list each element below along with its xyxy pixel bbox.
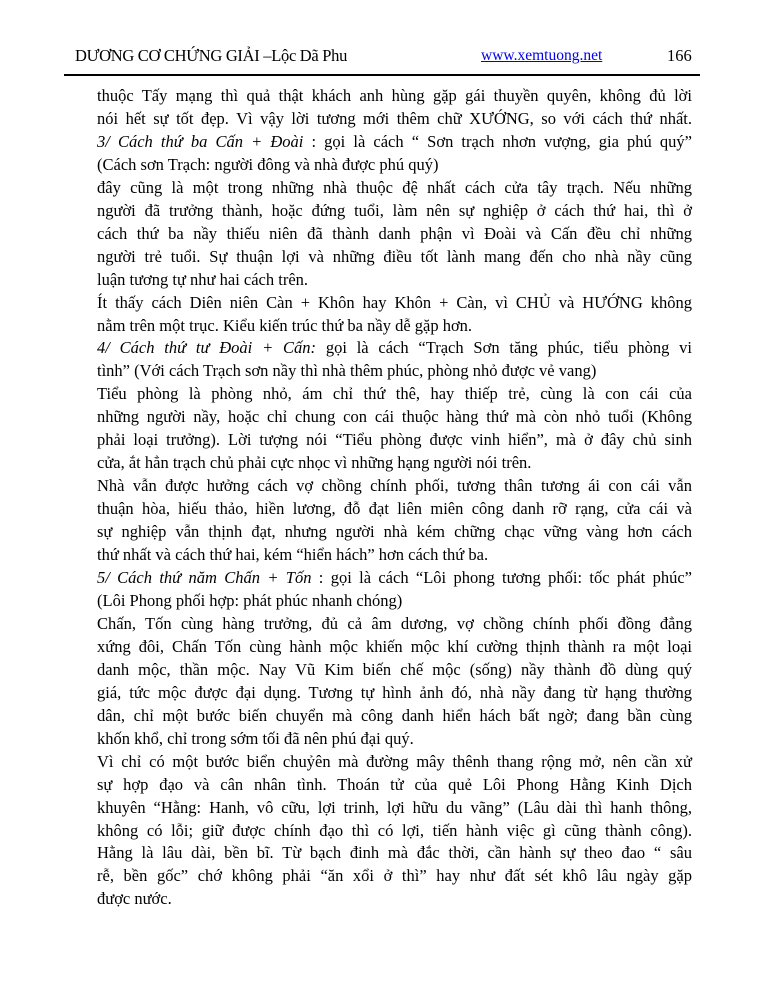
text-line [97,154,692,177]
text-segment: gọi là cách “Trạch Sơn tăng phúc, tiểu phòng vi [316,338,693,358]
text-line [97,888,692,911]
text-segment: người trẻ tuổi. Sự thuận lợi và những điều tốt lành mang đến cho nhà nầy cũng [97,246,692,266]
text-line [97,774,692,797]
text-line [97,498,692,521]
text-line [97,705,692,728]
text-segment: danh mộc, thần mộc. Nay Vũ Kim biến chế mộc (sống) nầy thành đồ dùng quý [97,659,692,679]
text-line [97,636,692,659]
text-line [97,613,692,636]
text-segment: phải loại trưởng). Lời tượng nói “Tiểu phòng được vinh hiển”, mà ở đây chủ sinh [97,430,692,450]
text-segment: thuộc Tấy mạng thì quả thật khách anh hùng gặp gái thuyền quyên, không đủ lời [97,86,692,105]
text-line [97,315,692,338]
header-divider [64,74,700,76]
text-line [97,590,692,613]
text-segment-italic: 3/ Cách thứ ba Cấn + Đoài [97,131,304,151]
text-line [97,200,692,223]
text-segment: khốn khổ, chỉ trong sớm tối đã nên phú đại quý. [97,728,414,748]
text-segment-italic: 4/ Cách thứ tư Đoài + Cấn: [97,338,317,358]
text-segment: sự hợp đạo và cân nhân tình. Thoán tử của quẻ Lôi Phong Hằng Kinh Dịch [97,774,692,794]
text-line [97,246,692,269]
text-line [97,728,692,751]
text-segment: được nước. [97,889,172,909]
text-segment-italic: 5/ Cách thứ năm Chấn + Tốn [97,568,312,588]
text-line [97,223,692,246]
text-segment: giá, tức mộc được đại dụng. Tương tự hình ảnh đó, nhà nầy đang từ hạng thường [97,682,692,702]
text-segment: luận tương tự như hai cách trên. [97,269,309,289]
text-segment: nói hết sự tốt đẹp. Vì vậy lời tương mới thêm chữ XƯỚNG, so với cách thứ nhất. [97,108,692,128]
text-segment: đây cũng là một trong những nhà thuộc đệ nhất cách cửa tây trạch. Nếu những [97,177,692,197]
text-segment: không có lỗi; giữ được chính đạo thì có lợi, tiến hành việc gì cũng thành công). [97,820,692,840]
text-segment: (Lôi Phong phối hợp: phát phúc nhanh chóng) [97,590,403,610]
text-line [97,865,692,888]
text-segment: Hằng là lâu dài, bền bĩ. Từ bạch đinh mà đắc thời, cần hành sự theo đao “ sâu [97,843,692,863]
text-line [97,131,692,154]
text-line [97,360,692,383]
text-segment: rễ, bền gốc” chớ không phải “ăn xổi ở thì” hay như đất sét khô lâu ngày gặp [97,866,692,886]
document-body [97,85,692,911]
text-line [97,544,692,567]
text-line [97,429,692,452]
text-segment: Vì chỉ có một bước biển chuỷên mà đường mây thênh thang rộng mở, nên cần xử [97,751,692,771]
text-segment: Nhà vẫn được hưởng cách vợ chồng chính phối, tương thân tương ái con cái vẫn [97,476,692,496]
text-line [97,475,692,498]
text-line [97,842,692,865]
text-line [97,797,692,820]
text-segment: Tiểu phòng là phòng nhỏ, ám chỉ thứ thê, hay thiếp trẻ, cùng là con cái của [97,384,692,404]
text-segment: những người nầy, hoặc chỉ chung con cái thuộc hàng thứ mà còn nhỏ tuổi (Không [97,407,692,427]
text-segment: : gọi là cách “ Sơn trạch nhơn vượng, gia phú quý” [303,131,692,151]
text-segment: sự nghiệp vẫn thịnh đạt, nhưng người nhà kém chững chạc vững vàng hơn cách [97,522,692,542]
text-line [97,567,692,590]
text-segment: Ít thấy cách Diên niên Càn + Khôn hay Khôn + Càn, vì CHỦ và HƯỚNG không [97,292,692,312]
text-segment: thuận hòa, hiếu thảo, hiền lương, đỗ đạt liên miên công danh rỡ rạng, cửa cái và [97,499,692,519]
text-line [97,751,692,774]
text-line [97,337,692,360]
text-line [97,521,692,544]
text-segment: (Cách sơn Trạch: người đông và nhà được phú quý) [97,154,439,174]
text-segment: : gọi là cách “Lôi phong tương phối: tốc phát phúc” [311,568,692,588]
text-line [97,820,692,843]
text-segment: nằm trên một trục. Kiểu kiến trúc thứ ba nầy dễ gặp hơn. [97,315,473,335]
text-line [97,406,692,429]
text-line [97,292,692,315]
text-segment: Chấn, Tốn cùng hàng trưởng, đủ cả âm dương, vợ chồng chính phối đồng đẳng [97,613,692,633]
text-line [97,452,692,475]
text-segment: khuyên “Hằng: Hanh, vô cữu, lợi trinh, lợi hữu du vãng” (Lâu dài thì hanh thông, [97,797,692,817]
text-segment: tình” (Với cách Trạch sơn nầy thì nhà thêm phúc, phòng nhỏ được vẻ vang) [97,361,597,381]
document-title: DƯƠNG CƠ CHỨNG GIẢI –Lộc Dã Phu [75,46,348,65]
text-line [97,108,692,131]
text-line [97,85,692,108]
text-segment: người đã trưởng thành, hoặc đứng tuổi, làm nên sự nghiệp ở cách thứ hai, thì ở [97,200,692,220]
text-segment: dân, chỉ một bước biến chuyển mà công danh hiển hách bất ngờ; đang bần cùng [97,705,692,725]
text-line [97,177,692,200]
website-link[interactable]: www.xemtuong.net [481,47,603,64]
text-line [97,659,692,682]
page-number: 166 [667,46,692,65]
text-segment: cửa, ắt hẳn trạch chủ phải cực nhọc vì những hạng người nói trên. [97,453,532,473]
text-line [97,682,692,705]
text-line [97,269,692,292]
text-segment: xứng đôi, Chấn Tốn cùng hành mộc khiến mộc khí cường thịnh thành ra một loại [97,636,692,656]
text-segment: cách thứ ba nầy thiếu niên đã thành danh phận vì Đoài và Cấn đều chỉ những [97,223,692,243]
text-line [97,383,692,406]
text-segment: thứ nhất và cách thứ hai, kém “hiển hách” hơn cách thứ ba. [97,545,489,565]
